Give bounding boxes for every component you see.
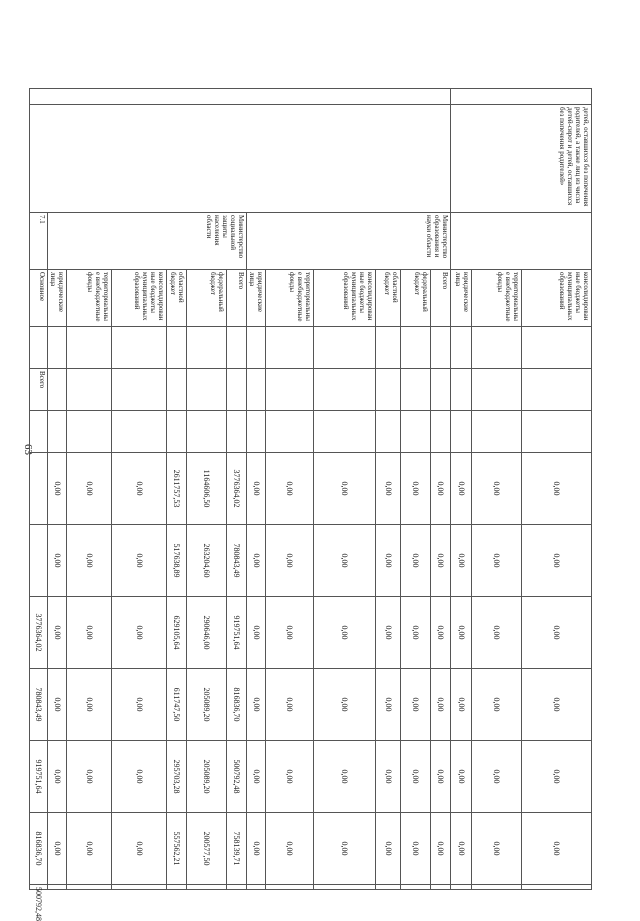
value-cell: 0,00 <box>112 813 167 885</box>
value-cell: 0,00 <box>472 525 522 597</box>
source-cell: консолидированные бюджеты муниципальных образований <box>522 270 592 327</box>
value-cell: 0,00 <box>376 453 401 525</box>
executor-cell <box>451 213 592 270</box>
value-cell: 0,00 <box>451 453 472 525</box>
value-cell: 0,00 <box>314 813 376 885</box>
value-cell: 0,00 <box>266 813 314 885</box>
value-cell: 0,00 <box>67 669 112 741</box>
value-cell: 0,00 <box>48 453 67 525</box>
source-cell: Всего <box>30 369 48 411</box>
value-cell: 0,00 <box>247 669 266 741</box>
value-cell: 0,00 <box>376 597 401 669</box>
value-cell: 0,00 <box>48 813 67 885</box>
value-cell: 0,00 <box>401 813 431 885</box>
value-cell: 0,00 <box>247 525 266 597</box>
value-cell: 0,00 <box>431 525 451 597</box>
value-cell: 0,00 <box>67 597 112 669</box>
value-cell: 0,00 <box>431 813 451 885</box>
value-cell: 0,00 <box>522 669 592 741</box>
value-cell: 0,00 <box>266 669 314 741</box>
value-cell: 0,00 <box>431 741 451 813</box>
executor-cell: Министерство образования и науки области <box>247 213 451 270</box>
source-cell: юридические лица <box>48 270 67 327</box>
value-cell: 0,00 <box>67 525 112 597</box>
value-cell: 0,00 <box>112 741 167 813</box>
value-cell: 1164606,50 <box>187 453 227 525</box>
value-cell: 0,00 <box>67 813 112 885</box>
value-cell: 0,00 <box>522 741 592 813</box>
budget-table <box>29 88 592 921</box>
value-cell: 205089,20 <box>187 741 227 813</box>
source-cell: территориальные внебюджетные фонды <box>266 270 314 327</box>
value-cell: 611747,50 <box>167 669 187 741</box>
value-cell: 0,00 <box>401 525 431 597</box>
rotated-table-container <box>34 88 592 921</box>
value-cell: 0,00 <box>401 597 431 669</box>
value-cell: 557562,21 <box>167 813 187 885</box>
value-cell: 0,00 <box>431 453 451 525</box>
value-cell: 0,00 <box>451 525 472 597</box>
value-cell: 295703,28 <box>167 741 187 813</box>
value-cell: 0,00 <box>266 453 314 525</box>
value-cell: 0,00 <box>266 597 314 669</box>
value-cell: 3776364,02 <box>30 597 48 669</box>
source-cell: федеральный бюджет <box>187 270 227 327</box>
value-cell: 0,00 <box>266 741 314 813</box>
value-cell: 0,00 <box>472 741 522 813</box>
program-name-cell: детей, оставшихся без попечения родителей, а также лиц из числа детей-сирот и детей, оставшихся без попечения родителей» <box>451 105 592 213</box>
source-cell: консолидированные бюджеты муниципальных образований <box>112 270 167 327</box>
source-cell: областной бюджет <box>167 270 187 327</box>
value-cell: 780843,49 <box>227 525 247 597</box>
value-cell: 0,00 <box>522 525 592 597</box>
source-cell: консолидированные бюджеты муниципальных образований <box>314 270 376 327</box>
row-number-cell: 7.1 <box>30 213 48 270</box>
source-cell: областной бюджет <box>376 270 401 327</box>
value-cell: 0,00 <box>401 453 431 525</box>
value-cell: 200577,50 <box>187 813 227 885</box>
value-cell: 919751,64 <box>227 597 247 669</box>
source-cell: Всего <box>227 270 247 327</box>
event-type-cell: Основное <box>30 270 48 327</box>
value-cell: 0,00 <box>376 525 401 597</box>
value-cell: 0,00 <box>451 669 472 741</box>
value-cell: 0,00 <box>48 669 67 741</box>
value-cell: 0,00 <box>48 597 67 669</box>
value-cell: 2611757,53 <box>167 453 187 525</box>
value-cell: 0,00 <box>314 741 376 813</box>
value-cell: 0,00 <box>112 669 167 741</box>
value-cell: 517638,89 <box>167 525 187 597</box>
value-cell: 3776364,02 <box>227 453 247 525</box>
value-cell: 0,00 <box>401 741 431 813</box>
source-cell: территориальные внебюджетные фонды <box>67 270 112 327</box>
value-cell: 780843,49 <box>30 669 48 741</box>
table-row <box>522 89 592 890</box>
value-cell: 0,00 <box>314 525 376 597</box>
executor-cell: Министерство социальной защиты населения области <box>48 213 247 270</box>
value-cell: 0,00 <box>266 525 314 597</box>
value-cell: 0,00 <box>451 741 472 813</box>
value-cell: 919751,64 <box>30 741 48 813</box>
value-cell: 816836,70 <box>30 813 48 885</box>
value-cell: 0,00 <box>522 597 592 669</box>
value-cell: 0,00 <box>472 813 522 885</box>
value-cell: 0,00 <box>314 453 376 525</box>
value-cell: 0,00 <box>48 525 67 597</box>
value-cell: 0,00 <box>376 741 401 813</box>
value-cell: 0,00 <box>401 669 431 741</box>
value-cell: 0,00 <box>472 669 522 741</box>
value-cell: 629105,64 <box>167 597 187 669</box>
value-cell: 205089,20 <box>187 669 227 741</box>
value-cell: 290646,00 <box>187 597 227 669</box>
source-cell: юридические лица <box>247 270 266 327</box>
value-cell: 816836,70 <box>227 669 247 741</box>
value-cell: 500792,48 <box>30 885 48 890</box>
value-cell: 0,00 <box>247 741 266 813</box>
value-cell: 0,00 <box>247 597 266 669</box>
value-cell: 263204,60 <box>187 525 227 597</box>
table-row <box>431 89 451 890</box>
value-cell: 0,00 <box>522 453 592 525</box>
number-cell <box>451 89 592 105</box>
value-cell: 0,00 <box>112 597 167 669</box>
value-cell: 0,00 <box>431 669 451 741</box>
value-cell: 0,00 <box>522 813 592 885</box>
value-cell: 0,00 <box>112 525 167 597</box>
value-cell: 758139,71 <box>227 813 247 885</box>
value-cell: 0,00 <box>67 741 112 813</box>
value-cell: 0,00 <box>112 453 167 525</box>
source-cell: федеральный бюджет <box>401 270 431 327</box>
value-cell: 0,00 <box>431 597 451 669</box>
source-cell: Всего <box>431 270 451 327</box>
value-cell: 0,00 <box>376 813 401 885</box>
source-cell: юридические лица <box>451 270 472 327</box>
value-cell: 0,00 <box>247 813 266 885</box>
value-cell: 0,00 <box>48 741 67 813</box>
value-cell: 0,00 <box>451 813 472 885</box>
source-cell: территориальные внебюджетные фонды <box>472 270 522 327</box>
value-cell: 0,00 <box>314 597 376 669</box>
value-cell: 0,00 <box>376 669 401 741</box>
value-cell: 0,00 <box>472 597 522 669</box>
value-cell: 0,00 <box>247 453 266 525</box>
page-number: 63 <box>22 444 34 455</box>
value-cell: 0,00 <box>67 453 112 525</box>
value-cell: 0,00 <box>451 597 472 669</box>
value-cell: 0,00 <box>314 669 376 741</box>
value-cell: 500792,48 <box>227 741 247 813</box>
value-cell: 0,00 <box>472 453 522 525</box>
